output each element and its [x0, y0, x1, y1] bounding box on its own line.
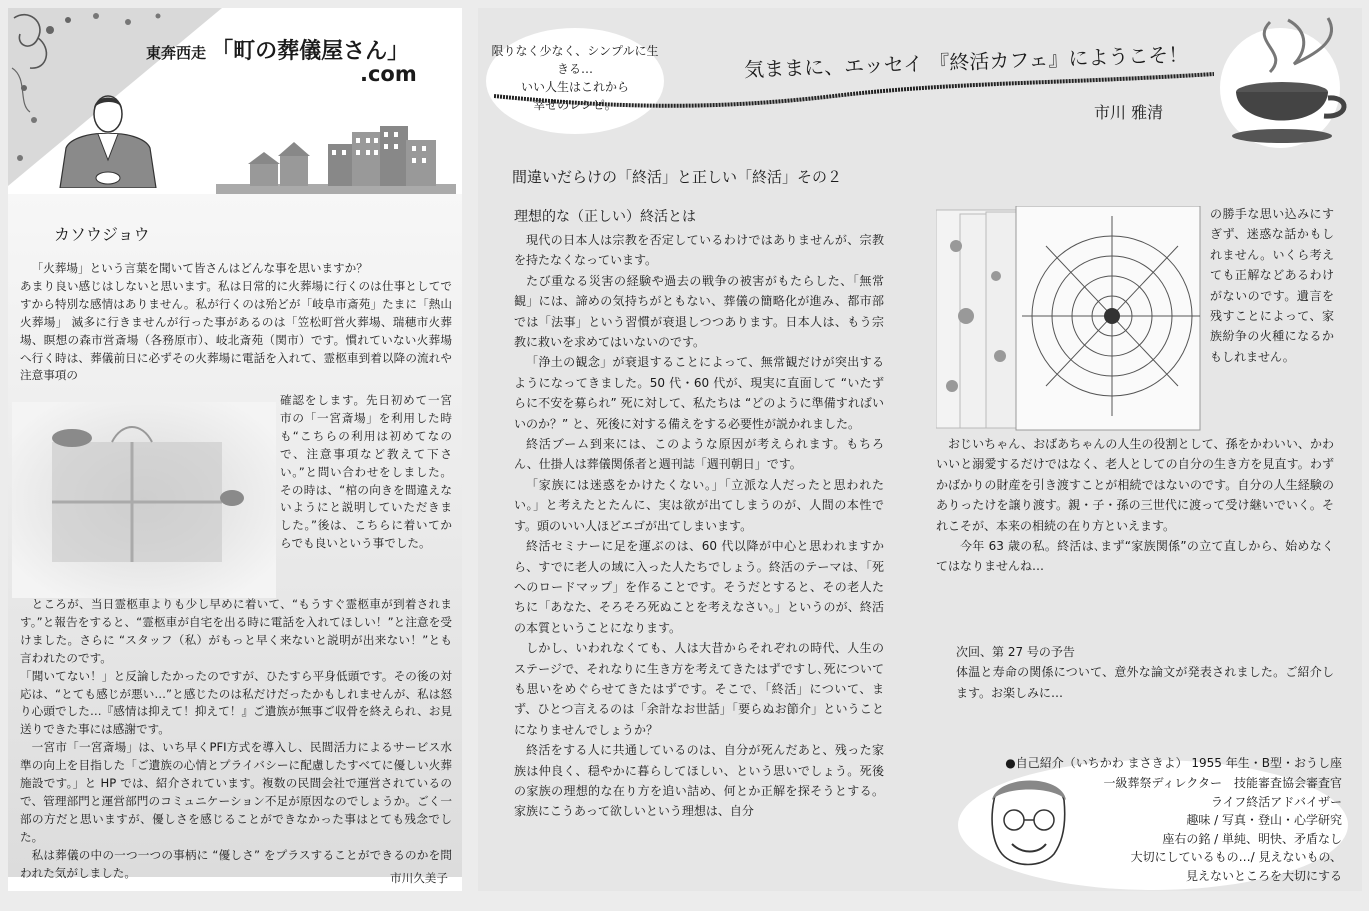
paragraph: おじいちゃん、おばあちゃんの人生の役割として、孫をかわいい、かわいいと溺愛するだけではなく、老人としての自分の生き方を見直す。わずかばかりの財産を引き渡すことが相続ではないのです。自分の人生経験のありったけを譲り渡す。親・子・孫の三世代に渡って受け継いでいく。それこそが、本来の相続の在り方といえます。 — [936, 437, 1334, 533]
staff-illustration — [52, 90, 164, 188]
paragraph: あまり良い感じはしないと思います。私は日常的に火葬場に行くのは仕事としてですから特別な感情はありません。私が行くのは殆どが「岐阜市斎苑」たまに「熱山火葬場」 滅多に行きませんが行った事があるのは「笠松町営火葬場、瑞穂市火葬場、瞑想の森市営斎場（各務原市）、岐北斎苑（関市）です。慣れていない火葬場へ行く時は、葬儀前日に必ずその火葬場に電話を入れて、霊柩車到着以降の流れや注意事項の — [20, 278, 452, 383]
left-text-bottom — [20, 596, 452, 883]
section-title: カソウジョウ — [54, 225, 150, 244]
town-skyline-illustration — [216, 124, 456, 194]
paragraph: しかし、いわれなくても、人は大昔からそれぞれの時代、人生のステージで、それなりに生き方を考えてきたはずですし､死についても思いをめぐらせてきたはずです。そこで､「終活」について、まず、ひとつ言えるのは「余計なお世話」「要らぬお節介」ということになりませんでしょうか？ — [514, 641, 884, 737]
left-page — [8, 8, 462, 891]
tagline-line: いい人生はこれから — [520, 80, 629, 94]
tagline-line: 限りなく少なく、シンプルに生きる… — [491, 44, 659, 76]
paragraph: ところが、当日霊柩車よりも少し早めに着いて、“もうすぐ霊柩車が到着されます。”と報告をすると、“霊柩車が自宅を出る時に電話を入れてほしい！”と注意を受けました。さらに “スタッフ（私）がもっと早く来ないと説明が出来ない！”とも言われたのです。 — [20, 597, 452, 665]
article-title: 間違いだらけの「終活」と正しい「終活」その２ — [512, 168, 843, 186]
essay-title: 気ままに、エッセイ 『終活カフェ』にようこそ！ — [743, 42, 1189, 82]
profile-details — [1078, 774, 1342, 886]
spiderweb-illustration — [936, 206, 1202, 432]
column-1 — [514, 230, 884, 822]
paragraph: 「火葬場」という言葉を聞いて皆さんはどんな事を思いますか？ — [31, 261, 368, 275]
author-portrait — [974, 770, 1082, 874]
profile-line: ライフ終活アドバイザー — [1210, 794, 1342, 809]
next-issue-text: 体温と寿命の関係について、意外な論文が発表されました。ご紹介します。お楽しみに… — [956, 665, 1334, 700]
paragraph: 私は葬儀の中の一つ一つの事柄に “優しさ” をプラスすることができるのかを問われた気がしました。 — [20, 847, 452, 880]
profile-line: 趣味 / 写真・登山・心学研究 — [1186, 813, 1342, 828]
column-2-side: の勝手な思い込みにすぎず、迷惑な話かもしれません。いくら考えても正解などあるわけがないのです。遺言を残すことによって、家族紛争の火種になるかもしれません。 — [1210, 207, 1334, 364]
tagline-line: 幸せのレシピ。 — [533, 98, 617, 112]
paragraph: たび重なる災害の経験や過去の戦争の被害がもたらした、「無常観」には、諦めの気持ちがともない、葬儀の簡略化が進み、都市部では「法事」という習慣が衰退しつつあります。日本人は、もう宗教に救いを求めてはいないのです。 — [514, 273, 884, 350]
profile-line: 座右の銘 / 単純、明快、矛盾なし — [1162, 831, 1342, 846]
header-suffix: .com — [360, 62, 417, 86]
header-title: 「町の葬儀屋さん」 — [211, 39, 410, 64]
subheading: 理想的な（正しい）終活とは — [514, 209, 696, 225]
left-header-title — [146, 34, 446, 65]
left-side-text: 確認をします。先日初めて一宮市の「一宮斎場」を利用した時も“こちらの利用は初めてなので、注意事項など教えて下さい。”と問い合わせをしました。その時は、“棺の向きを間違えないようにと説明していただきました。”後は、こちらに着いてからでも良いという事でした。 — [280, 393, 452, 551]
paragraph: 「浄土の観念」が衰退することによって、無常観だけが突出するようになってきました。50 代・60 代が、現実に直面して “いたずらに不安を募られ” 死に対して、私たちは “どのように準備すればいいのか？” と、死後に対する備えをする必要性が説かれました。 — [514, 355, 884, 431]
next-issue — [956, 642, 1334, 703]
right-page — [478, 8, 1362, 891]
profile-line: 見えないところを大切にする — [1185, 868, 1342, 883]
left-text-top — [20, 260, 452, 385]
paragraph: 終活セミナーに足を運ぶのは、60 代以降が中心と思われますから、すでに老人の域に入った人たちでしょう。終活のテーマは､「死へのロードマップ」を作ることです。そうだとすると、その老人たちに「あなた、そろそろ死ぬことを考えなさい。」というのが、終活の本質ということになります。 — [514, 539, 884, 635]
coffee-cup-illustration — [1210, 12, 1358, 152]
paragraph: 今年 63 歳の私。終活は､まず“家族関係”の立て直しから、始めなくてはなりませんね… — [936, 539, 1334, 574]
profile-heading: ●自己紹介（いちかわ まさきよ） 1955 年生・B型・おうし座 — [1005, 756, 1342, 770]
crematorium-photo — [12, 402, 276, 598]
header-prefix: 東奔西走 — [146, 44, 207, 62]
profile-line: 一級葬祭ディレクター 技能審査協会審査官 — [1103, 776, 1342, 790]
profile-line: 大切にしているもの…/ 見えないもの、 — [1130, 850, 1342, 865]
column-2 — [936, 434, 1334, 577]
paragraph: 「家族には迷惑をかけたくない。」「立派な人だったと思われたい。」と考えたとたんに、実は欲が出てしまうのが、人間の本性です。頭のいい人ほどエゴが出てしまいます。 — [514, 477, 884, 533]
paragraph: 「聞いてない！」と反論したかったのですが、ひたすら平身低頭です。その後の対応は、“とても感じが悪い…”と感じたのは私だけだったかもしれませんが、私は怒り心頭でした…『感情は抑えて！抑えて！』ご遺族が無事ご収骨を終えられ、お見送りできた事には感謝です。 — [20, 668, 452, 737]
paragraph: 終活をする人に共通しているのは、自分が死んだあと、残った家族は仲良く、穏やかに暮らしてほしい、という思いでしょう。死後の家族の理想的な在り方を追い詰め、何とか正解を探そうとする。家族にこうあって欲しいという理想は、自分 — [514, 743, 884, 819]
next-issue-label: 次回、第 27 号の予告 — [956, 645, 1075, 659]
left-author: 市川久美子 — [390, 871, 448, 885]
paragraph: 一宮市「一宮斎場」は、いち早くPFI方式を導入し、民間活力によるサービス水準の向上を目指した「ご遺族の心情とプライバシーに配慮したすべてに優しい火葬施設です。」と HP では、紹介されています。複数の民間会社で運営されているので、管理部門と運営部門のコミュニケーション不足が原因なのでしょうか。ごく一部の方だと思いますが、優しさを感じることができなかった事はとても残念でした。 — [20, 740, 452, 844]
essay-author: 市川 雅清 — [1094, 103, 1164, 122]
paragraph: 現代の日本人は宗教を否定しているわけではありませんが、宗教を持たなくなっています。 — [514, 233, 884, 268]
paragraph: 終活ブーム到来には、このような原因が考えられます。もちろん、仕掛人は葬儀関係者と週刊誌「週刊朝日」です。 — [514, 437, 884, 472]
